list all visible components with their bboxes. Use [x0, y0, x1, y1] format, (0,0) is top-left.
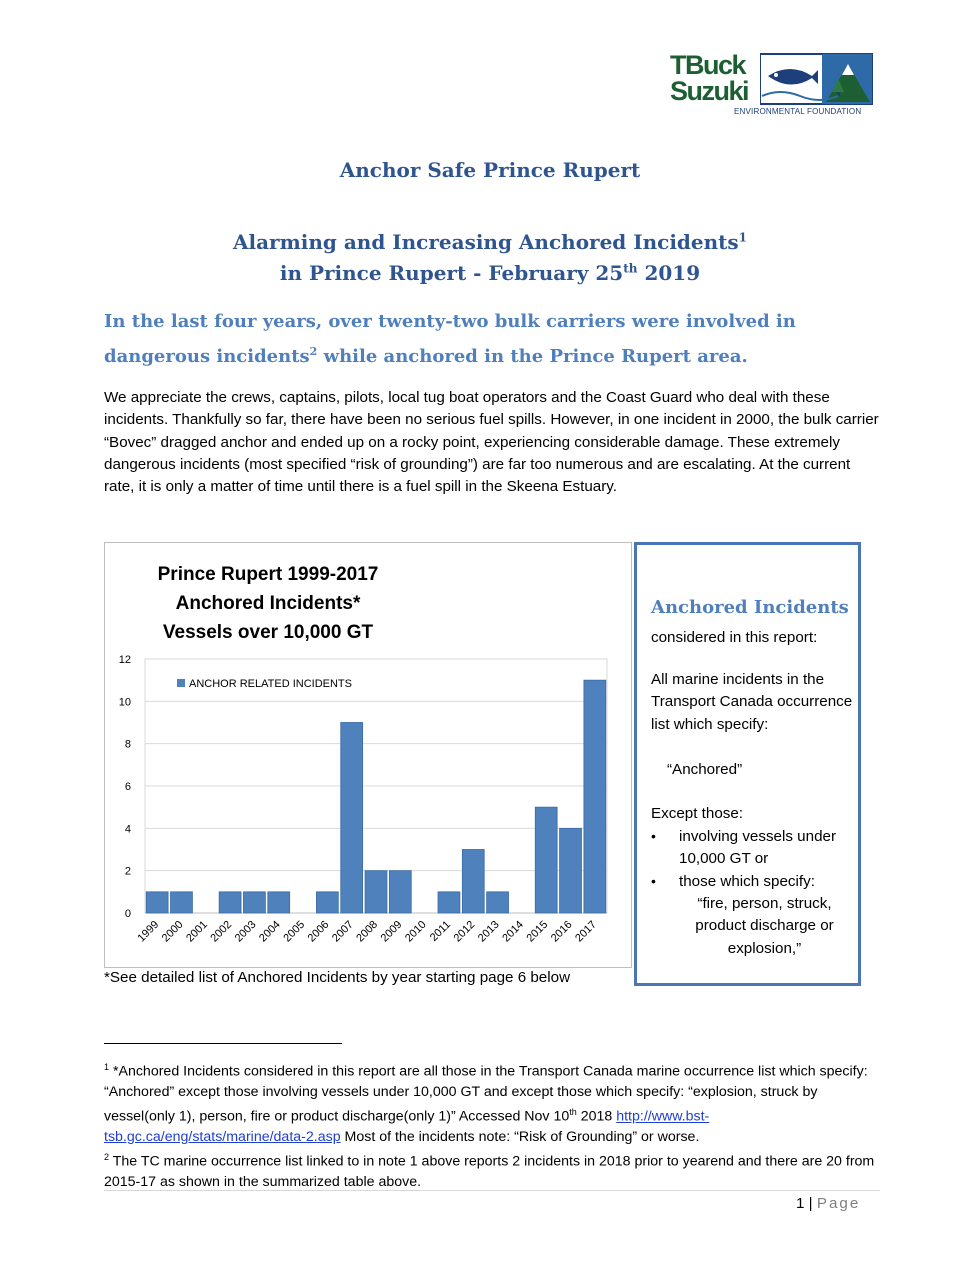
bullet-icon: •	[651, 828, 656, 844]
footnote-1-text-b: 2018	[576, 1108, 617, 1125]
foundation-logo	[670, 52, 875, 116]
chart-caption: *See detailed list of Anchored Incidents by year starting page 6 below	[104, 969, 571, 986]
y-tick-label: 10	[118, 696, 131, 709]
x-tick-label-2008: 2008	[354, 918, 381, 945]
exception-bullet-2: those which specify:	[679, 873, 815, 890]
x-tick-label-2015: 2015	[524, 918, 551, 945]
page-number	[796, 1195, 860, 1212]
x-tick-label-2010: 2010	[402, 918, 429, 945]
x-tick-label-2004: 2004	[257, 918, 283, 945]
chart-title-line-2: Anchored Incidents*	[175, 593, 361, 614]
x-tick-label-2007: 2007	[330, 918, 356, 945]
chart-title-line-1: Prince Rupert 1999-2017	[157, 564, 379, 585]
report-subtitle-line2	[0, 261, 980, 285]
lead-text-a: In the last four years, over twenty-two bulk carriers were involved in dangerous incidents	[104, 311, 796, 367]
definition-quote-anchored: “Anchored”	[667, 761, 743, 778]
footnote-ref-1: 1	[738, 230, 748, 245]
chart-title	[118, 560, 418, 647]
x-tick-label-2000: 2000	[159, 918, 186, 945]
footnote-1-ordinal: th	[569, 1107, 577, 1118]
chart-title-line-3: Vessels over 10,000 GT	[162, 622, 374, 643]
y-tick-label: 0	[124, 908, 131, 920]
footnote-divider	[104, 1043, 342, 1044]
x-tick-label-2016: 2016	[548, 918, 575, 945]
definition-intro: considered in this report:	[651, 629, 818, 646]
definition-heading: Anchored Incidents	[651, 597, 849, 618]
footnote-1-text-c: Most of the incidents note: “Risk of Grounding” or worse.	[340, 1129, 700, 1146]
subtitle-line2-text: in Prince Rupert - February 25	[279, 261, 624, 285]
x-tick-label-2009: 2009	[378, 918, 405, 945]
legend-label: ANCHOR RELATED INCIDENTS	[189, 678, 352, 690]
report-subtitle-line1	[0, 230, 980, 254]
subtitle-line1-text: Alarming and Increasing Anchored Incidents	[232, 230, 739, 254]
page-number-value: 1	[796, 1195, 805, 1212]
x-tick-label-2003: 2003	[232, 918, 259, 945]
exception-quote: “fire, person, struck, product discharge or explosion,”	[695, 895, 834, 957]
y-tick-label: 4	[124, 823, 131, 836]
footnote-2	[104, 1147, 884, 1192]
definition-box	[634, 542, 861, 986]
logo-word-suzuki: Suzuki	[670, 76, 749, 106]
subtitle-line2-year: 2019	[637, 261, 701, 285]
except-label: Except those:	[651, 805, 744, 822]
page-word: Page	[816, 1195, 861, 1212]
footnote-2-text: The TC marine occurrence list linked to in note 1 above reports 2 incidents in 2018 prior to yearend and there are 20 from 2015-17 as shown in the summarized table above.	[104, 1154, 875, 1191]
x-tick-label-2006: 2006	[305, 918, 332, 945]
tsb-data-link[interactable]: http://www.bst-tsb.gc.ca/eng/stats/marine/data-2.asp	[104, 1108, 710, 1146]
footnote-1-text-a: *Anchored Incidents considered in this report are all those in the Transport Canada marine occurrence list which specify: “Anchored” except those involving vessels under 10,000 GT and except those which specify: “explosion, struck by vessel(only 1), person, fire or product discharge(only 1)” Accessed Nov 10	[104, 1063, 868, 1125]
x-tick-label-2017: 2017	[573, 918, 599, 945]
logo-word-tbuck: TBuck	[670, 50, 746, 80]
body-paragraph: We appreciate the crews, captains, pilots, local tug boat operators and the Coast Guard who deal with these incidents. Thankfully so far, there have been no serious fuel spills. However, in one incident in 2000, the bulk carrier “Bovec” dragged anchor and ended up on a rocky point, experiencing considerable damage. These extremely dangerous incidents (most specified “risk of grounding”) are far too numerous and are escalating. At the current rate, it is only a matter of time until there is a fuel spill in the Skeena Estuary.	[104, 389, 879, 496]
logo-fish-tree-icon	[760, 52, 876, 108]
page-separator: |	[804, 1195, 817, 1212]
footnote-2-mark: 2	[104, 1152, 110, 1163]
x-tick-label-2002: 2002	[208, 918, 235, 945]
x-tick-label-2012: 2012	[451, 918, 478, 945]
x-tick-label-2011: 2011	[427, 918, 454, 944]
x-tick-label-2005: 2005	[281, 918, 308, 945]
y-tick-label: 2	[124, 865, 131, 878]
x-tick-label-2014: 2014	[500, 918, 527, 945]
footnote-1-mark: 1	[104, 1062, 110, 1072]
bullet-icon: •	[651, 873, 656, 889]
exception-bullet-1: involving vessels under 10,000 GT or	[679, 828, 837, 868]
footnote-ref-2: 2	[309, 345, 318, 358]
x-tick-label-2001: 2001	[184, 918, 210, 945]
y-tick-label: 6	[124, 781, 131, 793]
x-tick-label-2013: 2013	[475, 918, 502, 945]
footnotes	[104, 1057, 884, 1192]
lead-statement	[104, 307, 894, 372]
page-title: Anchor Safe Prince Rupert	[339, 158, 641, 182]
footer-divider	[104, 1190, 880, 1191]
definition-text: All marine incidents in the Transport Canada occurrence list which specify:	[651, 671, 853, 733]
date-ordinal-sup: th	[623, 261, 638, 276]
logo-subtitle: ENVIRONMENTAL FOUNDATION	[734, 107, 862, 116]
y-tick-label: 8	[124, 738, 131, 751]
footnote-1	[104, 1057, 884, 1147]
lead-text-b: while anchored in the Prince Rupert area.	[317, 346, 748, 367]
x-tick-label-1999: 1999	[135, 918, 162, 945]
y-tick-label: 12	[118, 654, 131, 666]
